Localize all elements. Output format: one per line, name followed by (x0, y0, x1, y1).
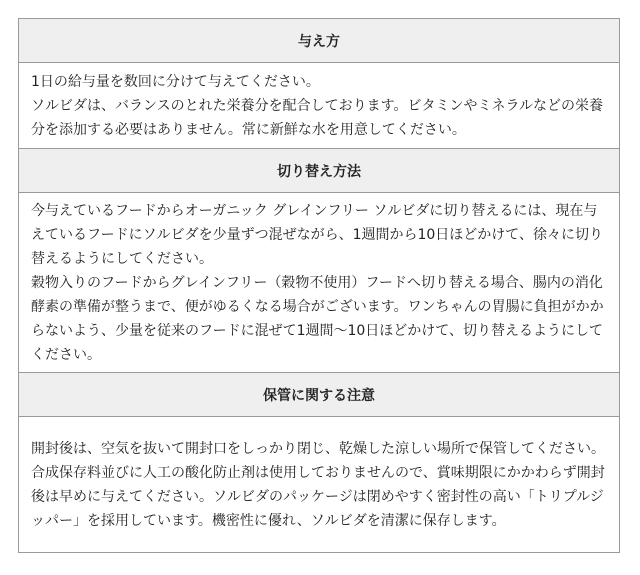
section-header-switching (19, 149, 620, 193)
section-body-feeding (19, 63, 620, 149)
paragraph: 開封後は、空気を抜いて開封口をしっかり閉じ、乾燥した涼しい場所で保管してください。合成保存料並びに人工の酸化防止剤は使用しておりませんので、賞味期限にかかわらず開封後は早めに与えてください。ソルビダのパッケージは閉めやすく密封性の高い「トリプルジッパー」を採用しています。機密性に優れ、ソルビダを清潔に保存します。 (31, 440, 605, 529)
section-title-storage: 保管に関する注意 (19, 373, 620, 417)
section-title-feeding: 与え方 (19, 19, 620, 63)
section-header-feeding (19, 19, 620, 63)
section-content-switching (19, 193, 620, 373)
paragraph: 穀物入りのフードからグレインフリー（穀物不使用）フードへ切り替える場合、腸内の消化酵素の準備が整うまで、便がゆるくなる場合がございます。ワンちゃんの胃腸に負担がかからないよう、少量を従来のフードに混ぜて1週間〜10日ほどかけて、切り替えるようにしてください。 (31, 274, 604, 363)
section-body-switching (19, 193, 620, 373)
section-content-storage (19, 417, 620, 553)
section-content-feeding (19, 63, 620, 149)
section-title-switching: 切り替え方法 (19, 149, 620, 193)
section-header-storage (19, 373, 620, 417)
section-body-storage (19, 417, 620, 553)
paragraph: ソルビダは、バランスのとれた栄養分を配合しております。ビタミンやミネラルなどの栄養分を添加する必要はありません。常に新鮮な水を用意してください。 (31, 97, 604, 138)
paragraph: 今与えているフードからオーガニック グレインフリー ソルビダに切り替えるには、現在与えているフードにソルビダを少量ずつ混ぜながら、1週間から10日ほどかけて、徐々に切り替えるようにしてください。 (31, 202, 604, 267)
info-table (18, 18, 620, 553)
paragraph: 1日の給与量を数回に分けて与えてください。 (31, 73, 320, 90)
